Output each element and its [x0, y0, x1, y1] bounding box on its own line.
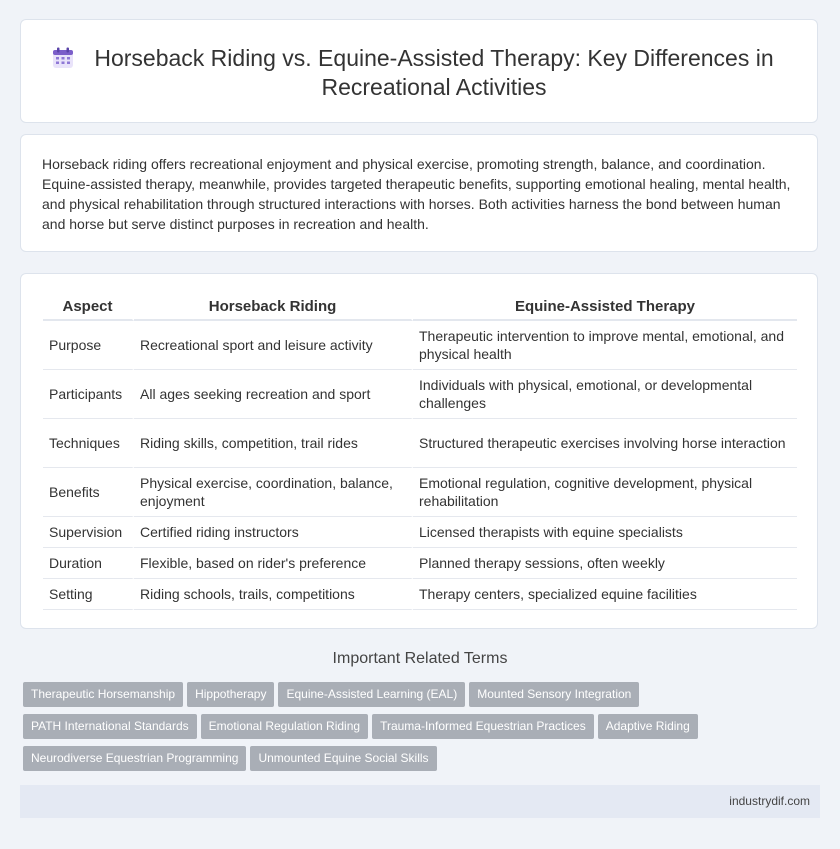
related-term-tag[interactable]: Emotional Regulation Riding: [201, 714, 368, 739]
title-card: [20, 19, 818, 123]
table-row: [43, 419, 797, 468]
cell-horseback-riding: Certified riding instructors: [134, 517, 413, 548]
related-terms-list: [23, 682, 813, 778]
cell-aspect: Participants: [43, 370, 134, 419]
table-row: [43, 321, 797, 370]
cell-equine-therapy: Emotional regulation, cognitive development, physical rehabilitation: [413, 468, 797, 517]
cell-horseback-riding: Physical exercise, coordination, balance, enjoyment: [134, 468, 413, 517]
related-term-tag[interactable]: Trauma-Informed Equestrian Practices: [372, 714, 594, 739]
cell-equine-therapy: Licensed therapists with equine specialists: [413, 517, 797, 548]
table-row: [43, 548, 797, 579]
header-aspect: Aspect: [43, 294, 134, 321]
related-term-tag[interactable]: PATH International Standards: [23, 714, 197, 739]
cell-horseback-riding: Recreational sport and leisure activity: [134, 321, 413, 370]
cell-horseback-riding: Riding schools, trails, competitions: [134, 579, 413, 610]
header-horseback-riding: Horseback Riding: [134, 294, 413, 321]
table-row: [43, 468, 797, 517]
related-term-tag[interactable]: Mounted Sensory Integration: [469, 682, 639, 707]
cell-horseback-riding: Flexible, based on rider's preference: [134, 548, 413, 579]
page-title: Horseback Riding vs. Equine-Assisted Therapy: Key Differences in Recreational Activities: [94, 45, 774, 100]
footer: [20, 785, 820, 818]
cell-aspect: Benefits: [43, 468, 134, 517]
cell-aspect: Duration: [43, 548, 134, 579]
related-term-tag[interactable]: Unmounted Equine Social Skills: [250, 746, 436, 771]
cell-equine-therapy: Therapy centers, specialized equine facilities: [413, 579, 797, 610]
cell-equine-therapy: Individuals with physical, emotional, or developmental challenges: [413, 370, 797, 419]
related-term-tag[interactable]: Equine-Assisted Learning (EAL): [278, 682, 465, 707]
footer-site-link[interactable]: industrydif.com: [729, 794, 810, 808]
cell-equine-therapy: Planned therapy sessions, often weekly: [413, 548, 797, 579]
related-terms-heading: Important Related Terms: [332, 650, 508, 667]
comparison-table-card: [20, 273, 818, 629]
cell-aspect: Setting: [43, 579, 134, 610]
related-term-tag[interactable]: Neurodiverse Equestrian Programming: [23, 746, 246, 771]
related-term-tag[interactable]: Adaptive Riding: [598, 714, 698, 739]
comparison-table: [43, 294, 797, 610]
cell-horseback-riding: Riding skills, competition, trail rides: [134, 419, 413, 468]
related-term-tag[interactable]: Therapeutic Horsemanship: [23, 682, 183, 707]
cell-aspect: Purpose: [43, 321, 134, 370]
intro-paragraph: Horseback riding offers recreational enjoyment and physical exercise, promoting strength, balance, and coordination. Equine-assisted therapy, meanwhile, provides targeted therapeutic benefits, supporting emotional healing, mental health, and physical rehabilitation through structured interactions with horses. Both activities harness the bond between human and horse but serve distinct purposes in recreation and health.: [42, 156, 791, 232]
cell-equine-therapy: Therapeutic intervention to improve mental, emotional, and physical health: [413, 321, 797, 370]
cell-aspect: Techniques: [43, 419, 134, 468]
cell-aspect: Supervision: [43, 517, 134, 548]
table-header-row: [43, 294, 797, 321]
table-row: [43, 370, 797, 419]
cell-horseback-riding: All ages seeking recreation and sport: [134, 370, 413, 419]
table-row: [43, 517, 797, 548]
cell-equine-therapy: Structured therapeutic exercises involving horse interaction: [413, 419, 797, 468]
intro-card: [20, 134, 818, 252]
table-row: [43, 579, 797, 610]
header-equine-assisted-therapy: Equine-Assisted Therapy: [413, 294, 797, 321]
related-term-tag[interactable]: Hippotherapy: [187, 682, 274, 707]
